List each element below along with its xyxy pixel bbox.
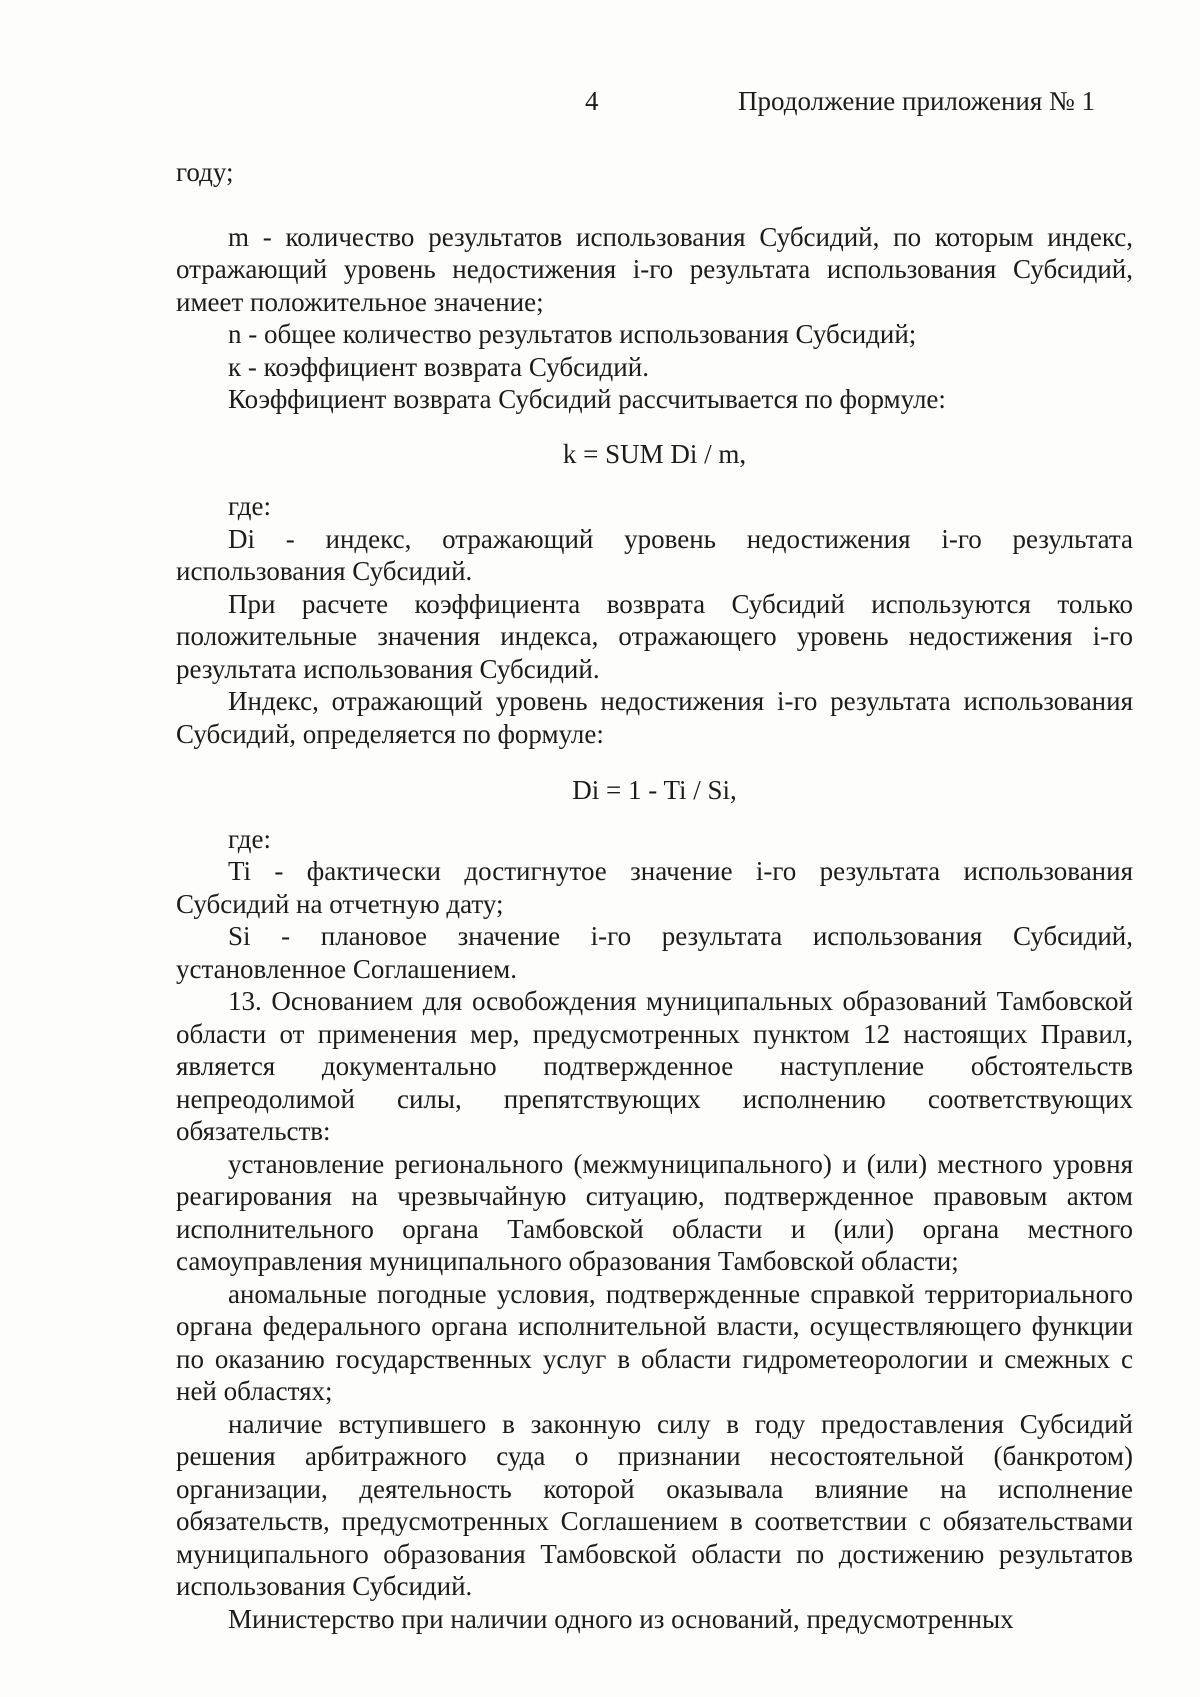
paragraph-arbitration-decision: наличие вступившего в законную силу в году предоставления Субсидий решения арбитражного суда о признании несостоятельной (банкротом) организации, деятельность которой оказывала влияние на исполнение обязательств, предусмотренных Соглашением в соответствии с обязательствами муниципального образования Тамбовской области по достижению результатов использования Субсидий.: [176, 1408, 1133, 1601]
document-body: [176, 156, 1133, 1635]
page-number: 4: [585, 86, 599, 116]
where-label-2: где:: [228, 823, 271, 854]
paragraph-weather-conditions: аномальные погодные условия, подтвержденные справкой территориального органа федерального органа исполнительной власти, осуществляющего функции по оказанию государственных услуг в области гидрометеорологии и смежных с ней областях;: [176, 1278, 1133, 1406]
paragraph-emergency-response: установление регионального (межмуниципального) и (или) местного уровня реагирования на чрезвычайную ситуацию, подтвержденное правовым актом исполнительного органа Тамбовской области и (или) органа местного самоуправления муниципального образования Тамбовской области;: [176, 1148, 1133, 1276]
paragraph-di-formula-intro: Индекс, отражающий уровень недостижения i-го результата использования Субсидий, определяется по формуле:: [176, 686, 1133, 749]
where-label-1: где:: [228, 491, 271, 521]
paragraph-m-definition: m - количество результатов использования Субсидий, по которым индекс, отражающий уровень недостижения i-го результата использования Субсидий, имеет положительное значение;: [176, 221, 1133, 317]
paragraph-k-formula-intro: Коэффициент возврата Субсидий рассчитывается по формуле:: [228, 384, 946, 414]
paragraph-ministry: Министерство при наличии одного из оснований, предусмотренных: [228, 1603, 1014, 1634]
paragraph-ti-definition: Ti - фактически достигнутое значение i-го результата использования Субсидий на отчетную дату;: [176, 856, 1133, 919]
paragraph-n-definition: n - общее количество результатов использования Субсидий;: [228, 319, 917, 349]
paragraph-k-definition: к - коэффициент возврата Субсидий.: [228, 351, 649, 382]
paragraph-item-13: 13. Основанием для освобождения муниципальных образований Тамбовской области от применения мер, предусмотренных пунктом 12 настоящих Правил, является документально подтвержденное наступление обстоятельств непреодолимой силы, препятствующих исполнению соответствующих обязательств:: [176, 986, 1133, 1146]
formula-di: Di = 1 - Ti / Si,: [572, 775, 737, 805]
appendix-continuation: Продолжение приложения № 1: [738, 86, 1096, 116]
page-header: [0, 86, 1200, 126]
paragraph-di-definition: Di - индекс, отражающий уровень недостижения i-го результата использования Субсидий.: [176, 523, 1133, 586]
paragraph-continuation: году;: [176, 157, 234, 187]
paragraph-positive-values: При расчете коэффициента возврата Субсидий используются только положительные значения индекса, отражающего уровень недостижения i-го результата использования Субсидий.: [176, 588, 1133, 684]
formula-k: k = SUM Di / m,: [562, 438, 747, 469]
paragraph-si-definition: Si - плановое значение i-го результата использования Субсидий, установленное Соглашением.: [176, 921, 1133, 984]
